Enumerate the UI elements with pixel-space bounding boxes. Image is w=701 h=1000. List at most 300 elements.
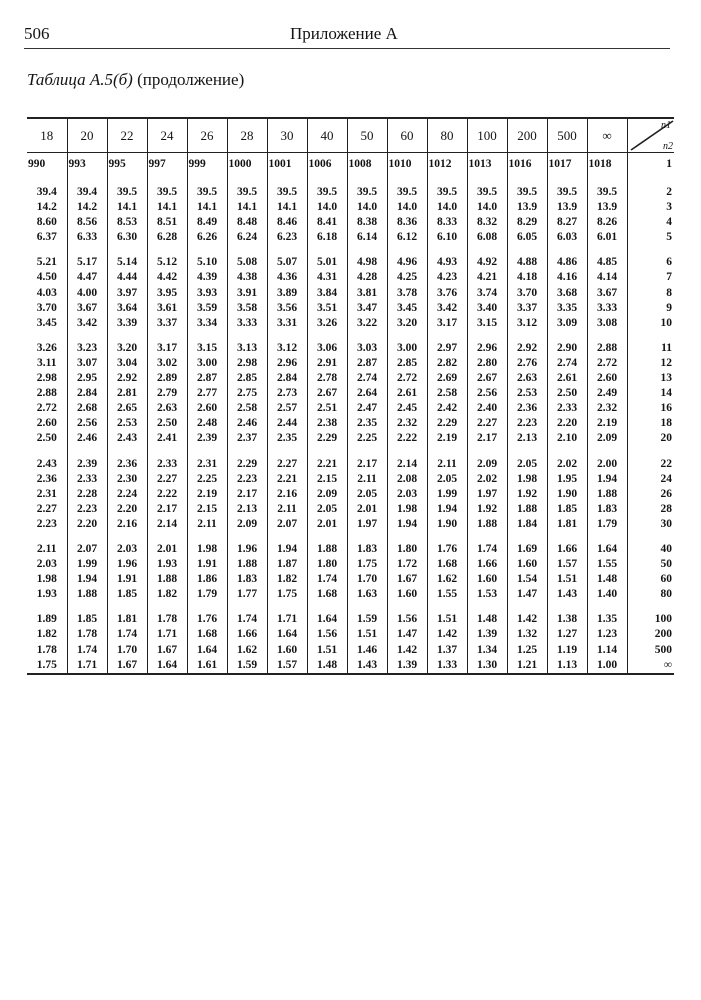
table-cell: 2.24	[107, 487, 147, 502]
table-cell: 1.87	[267, 557, 307, 572]
table-row	[27, 301, 674, 316]
column-header: 200	[507, 118, 547, 153]
spacer-cell	[507, 331, 547, 341]
table-cell: 8.46	[267, 215, 307, 230]
table-cell: 1.88	[507, 502, 547, 517]
table-cell: 6.30	[107, 230, 147, 245]
table-cell: 2.29	[427, 416, 467, 431]
table-row	[27, 587, 674, 602]
table-row	[27, 517, 674, 532]
table-cell: 2.10	[547, 431, 587, 446]
table-cell: 1.80	[307, 557, 347, 572]
table-cell: 4.42	[147, 270, 187, 285]
spacer-cell	[147, 602, 187, 612]
table-cell: 3.68	[547, 286, 587, 301]
table-cell: 2.21	[267, 472, 307, 487]
table-cell: 4.44	[107, 270, 147, 285]
table-cell: 6.10	[427, 230, 467, 245]
table-cell: 4.28	[347, 270, 387, 285]
spacer-cell	[227, 602, 267, 612]
table-cell: 1.48	[307, 658, 347, 674]
spacer-cell	[147, 447, 187, 457]
table-cell: 2.13	[227, 502, 267, 517]
table-cell: 8.29	[507, 215, 547, 230]
table-cell: 1.78	[67, 627, 107, 642]
spacer-cell	[307, 245, 347, 255]
row-label-n2: 7	[666, 271, 672, 284]
table-cell: 1.97	[347, 517, 387, 532]
table-cell: 6.28	[147, 230, 187, 245]
spacer-cell	[587, 447, 627, 457]
table-cell: 1.47	[507, 587, 547, 602]
row-label-n2: 60	[660, 573, 672, 586]
table-cell: 1.43	[547, 587, 587, 602]
table-row	[27, 502, 674, 517]
table-cell: 2.03	[107, 542, 147, 557]
spacer-cell	[387, 175, 427, 185]
table-cell: 2.23	[507, 416, 547, 431]
table-cell: 1.93	[147, 557, 187, 572]
table-cell: 1.30	[467, 658, 507, 674]
spacer-cell	[27, 532, 67, 542]
spacer-cell	[147, 175, 187, 185]
table-row	[27, 356, 674, 371]
spacer-cell	[147, 532, 187, 542]
table-cell: 3.26	[27, 341, 67, 356]
table-cell: 6.05	[507, 230, 547, 245]
table-cell: 2.09	[467, 457, 507, 472]
spacer-cell	[67, 532, 107, 542]
table-cell: 4.47	[67, 270, 107, 285]
table-cell: 997	[147, 153, 187, 176]
column-header: ∞	[587, 118, 627, 153]
table-cell: 4.25	[387, 270, 427, 285]
table-cell: 2.09	[587, 431, 627, 446]
table-row	[27, 270, 674, 285]
table-cell: 2.57	[267, 401, 307, 416]
row-label-n2: 20	[660, 432, 672, 445]
table-cell: 3.20	[387, 316, 427, 331]
spacer-cell	[547, 175, 587, 185]
table-row	[27, 185, 674, 200]
table-cell: 1.51	[307, 643, 347, 658]
table-cell: 3.00	[187, 356, 227, 371]
spacer-cell	[627, 331, 674, 341]
table-cell: 1000	[227, 153, 267, 176]
spacer-cell	[307, 602, 347, 612]
row-label-n2: 6	[666, 256, 672, 269]
table-cell: 1.66	[547, 542, 587, 557]
table-cell: 3.07	[67, 356, 107, 371]
column-header: 26	[187, 118, 227, 153]
table-cell: 1.55	[427, 587, 467, 602]
table-cell: 2.33	[67, 472, 107, 487]
spacer-cell	[27, 447, 67, 457]
table-cell: 1.62	[427, 572, 467, 587]
table-cell: 2.25	[187, 472, 227, 487]
column-header: 60	[387, 118, 427, 153]
table-cell: 2.61	[547, 371, 587, 386]
table-cell: 2.35	[267, 431, 307, 446]
spacer-cell	[267, 245, 307, 255]
row-label-n2: 10	[660, 316, 672, 329]
row-label-n2: 200	[654, 628, 672, 641]
column-header: 22	[107, 118, 147, 153]
spacer-cell	[627, 532, 674, 542]
table-cell: 1.67	[107, 658, 147, 674]
table-cell: 1001	[267, 153, 307, 176]
table-cell: 1.67	[147, 643, 187, 658]
table-cell: 3.26	[307, 316, 347, 331]
table-cell: 2.21	[307, 457, 347, 472]
table-caption-label: Таблица А.5(б)	[27, 70, 133, 89]
table-cell: 39.5	[347, 185, 387, 200]
column-header: 30	[267, 118, 307, 153]
spacer-cell	[387, 602, 427, 612]
table-cell: 2.50	[547, 386, 587, 401]
table-cell: 1.93	[27, 587, 67, 602]
table-cell: 2.31	[187, 457, 227, 472]
spacer-cell	[427, 175, 467, 185]
table-cell: 1.79	[587, 517, 627, 532]
table-cell: 8.36	[387, 215, 427, 230]
spacer-cell	[227, 245, 267, 255]
table-cell: 1.81	[107, 612, 147, 627]
spacer-cell	[507, 447, 547, 457]
group-spacer	[27, 175, 674, 185]
spacer-cell	[467, 602, 507, 612]
table-cell: 8.49	[187, 215, 227, 230]
table-cell: 8.38	[347, 215, 387, 230]
table-cell: 4.18	[507, 270, 547, 285]
spacer-cell	[67, 602, 107, 612]
table-cell: 3.20	[107, 341, 147, 356]
table-cell: 1.42	[387, 643, 427, 658]
table-cell: 3.13	[227, 341, 267, 356]
table-cell: 3.12	[267, 341, 307, 356]
spacer-cell	[267, 447, 307, 457]
table-cell: 1.85	[547, 502, 587, 517]
spacer-cell	[307, 447, 347, 457]
table-cell: 2.29	[307, 431, 347, 446]
row-label-n2: 16	[660, 402, 672, 415]
table-cell: 6.24	[227, 230, 267, 245]
table-cell: 1.82	[27, 627, 67, 642]
table-cell: 1.74	[307, 572, 347, 587]
table-row	[27, 316, 674, 331]
table-cell: 1.94	[427, 502, 467, 517]
row-label-n2: 1	[666, 158, 672, 170]
table-cell: 3.45	[27, 316, 67, 331]
column-header: 20	[67, 118, 107, 153]
table-cell: 1.74	[107, 627, 147, 642]
table-cell: 2.03	[387, 487, 427, 502]
table-cell: 2.85	[227, 371, 267, 386]
spacer-cell	[307, 532, 347, 542]
spacer-cell	[387, 532, 427, 542]
table-cell: 2.23	[67, 502, 107, 517]
table-cell: 2.17	[467, 431, 507, 446]
table-cell: 5.21	[27, 255, 67, 270]
table-cell: 4.85	[587, 255, 627, 270]
spacer-cell	[387, 331, 427, 341]
table-row	[27, 200, 674, 215]
row-label-n2: ∞	[627, 658, 674, 674]
table-cell: 4.14	[587, 270, 627, 285]
spacer-cell	[627, 175, 674, 185]
table-cell: 6.08	[467, 230, 507, 245]
table-cell: 2.17	[347, 457, 387, 472]
table-cell: 2.49	[587, 386, 627, 401]
table-cell: 8.51	[147, 215, 187, 230]
table-cell: 2.47	[347, 401, 387, 416]
spacer-cell	[627, 245, 674, 255]
table-row	[27, 542, 674, 557]
table-cell: 3.70	[27, 301, 67, 316]
table-cell: 4.21	[467, 270, 507, 285]
table-cell: 2.13	[507, 431, 547, 446]
table-cell: 3.42	[67, 316, 107, 331]
spacer-cell	[307, 175, 347, 185]
table-cell: 2.08	[387, 472, 427, 487]
row-label-n2: 4	[666, 216, 672, 229]
table-cell: 1.57	[547, 557, 587, 572]
table-cell: 2.45	[387, 401, 427, 416]
table-row	[27, 658, 674, 674]
table-cell: 1.57	[267, 658, 307, 674]
table-cell: 2.14	[147, 517, 187, 532]
table-cell: 1.21	[507, 658, 547, 674]
table-cell: 1.60	[507, 557, 547, 572]
running-title: Приложение А	[290, 24, 398, 43]
table-cell: 3.03	[347, 341, 387, 356]
table-cell: 1.32	[507, 627, 547, 642]
table-cell: 4.03	[27, 286, 67, 301]
spacer-cell	[67, 331, 107, 341]
table-cell: 1.47	[387, 627, 427, 642]
corner-n2-label: n2	[663, 141, 673, 152]
table-caption	[27, 70, 244, 90]
spacer-cell	[507, 532, 547, 542]
table-cell: 2.58	[427, 386, 467, 401]
table-cell: 1.98	[507, 472, 547, 487]
table-cell: 2.88	[587, 341, 627, 356]
group-spacer	[27, 245, 674, 255]
table-cell: 1.56	[307, 627, 347, 642]
table-cell: 4.23	[427, 270, 467, 285]
table-cell: 3.15	[187, 341, 227, 356]
table-cell: 1.84	[507, 517, 547, 532]
table-cell: 2.64	[347, 386, 387, 401]
table-cell: 2.98	[27, 371, 67, 386]
table-cell: 1.82	[147, 587, 187, 602]
table-cell: 1.94	[67, 572, 107, 587]
spacer-cell	[107, 175, 147, 185]
table-cell: 1.39	[387, 658, 427, 674]
table-cell: 2.39	[67, 457, 107, 472]
spacer-cell	[147, 245, 187, 255]
table-cell: 1.83	[587, 502, 627, 517]
table-cell: 1.90	[547, 487, 587, 502]
table-cell: 2.50	[147, 416, 187, 431]
table-cell: 2.85	[387, 356, 427, 371]
table-row	[27, 431, 674, 446]
spacer-cell	[187, 532, 227, 542]
spacer-cell	[467, 532, 507, 542]
table-cell: 3.70	[507, 286, 547, 301]
table-cell: 39.5	[107, 185, 147, 200]
table-cell: 2.14	[387, 457, 427, 472]
table-cell: 8.26	[587, 215, 627, 230]
spacer-cell	[427, 447, 467, 457]
table-cell: 1.42	[427, 627, 467, 642]
row-label-n2: 8	[666, 286, 672, 299]
table-cell: 14.1	[227, 200, 267, 215]
row-label-n2: 18	[660, 417, 672, 430]
table-cell: 1.60	[467, 572, 507, 587]
table-cell: 1.27	[547, 627, 587, 642]
table-cell: 4.98	[347, 255, 387, 270]
table-cell: 14.0	[307, 200, 347, 215]
spacer-cell	[27, 331, 67, 341]
table-cell: 2.09	[227, 517, 267, 532]
table-cell: 1.91	[107, 572, 147, 587]
table-cell: 1.51	[427, 612, 467, 627]
table-cell: 3.89	[267, 286, 307, 301]
spacer-cell	[267, 602, 307, 612]
table-cell: 2.61	[387, 386, 427, 401]
spacer-cell	[27, 245, 67, 255]
table-cell: 3.61	[147, 301, 187, 316]
table-cell: 39.5	[507, 185, 547, 200]
table-cell: 1.96	[107, 557, 147, 572]
spacer-cell	[547, 532, 587, 542]
table-cell: 2.11	[187, 517, 227, 532]
table-row	[27, 255, 674, 270]
table-cell: 1.53	[467, 587, 507, 602]
table-cell: 5.17	[67, 255, 107, 270]
table-cell: 3.78	[387, 286, 427, 301]
spacer-cell	[187, 602, 227, 612]
table-cell: 2.19	[187, 487, 227, 502]
spacer-cell	[27, 602, 67, 612]
table-row	[27, 341, 674, 356]
table-cell: 2.27	[27, 502, 67, 517]
table-cell: 3.23	[67, 341, 107, 356]
table-cell: 2.05	[307, 502, 347, 517]
table-cell: 1.40	[587, 587, 627, 602]
table-cell: 1.75	[267, 587, 307, 602]
table-cell: 1.13	[547, 658, 587, 674]
table-cell: 3.95	[147, 286, 187, 301]
table-cell: 1.99	[427, 487, 467, 502]
table-cell: 2.74	[347, 371, 387, 386]
table-cell: 1.60	[387, 587, 427, 602]
table-cell: 2.51	[307, 401, 347, 416]
table-cell: 2.74	[547, 356, 587, 371]
table-cell: 4.38	[227, 270, 267, 285]
table-cell: 3.31	[267, 316, 307, 331]
spacer-cell	[547, 331, 587, 341]
row-label-n2: 28	[660, 502, 672, 515]
table-cell: 1.74	[467, 542, 507, 557]
table-cell: 1.42	[507, 612, 547, 627]
table-cell: 2.44	[267, 416, 307, 431]
table-cell: 1.71	[67, 658, 107, 674]
table-cell: 13.9	[507, 200, 547, 215]
table-cell: 3.97	[107, 286, 147, 301]
table-cell: 4.36	[267, 270, 307, 285]
table-cell: 39.5	[387, 185, 427, 200]
table-cell: 1.51	[547, 572, 587, 587]
spacer-cell	[107, 447, 147, 457]
row-label-n2: 14	[660, 387, 672, 400]
table-cell: 1008	[347, 153, 387, 176]
row-label-n2: 80	[660, 588, 672, 601]
table-cell: 1.37	[427, 643, 467, 658]
table-cell: 1.55	[587, 557, 627, 572]
table-cell: 2.11	[427, 457, 467, 472]
table-row	[27, 286, 674, 301]
table-cell: 39.5	[427, 185, 467, 200]
spacer-cell	[507, 175, 547, 185]
table-cell: 2.60	[587, 371, 627, 386]
table-cell: 5.12	[147, 255, 187, 270]
table-cell: 14.0	[427, 200, 467, 215]
table-cell: 1.51	[347, 627, 387, 642]
table-cell: 1012	[427, 153, 467, 176]
table-cell: 2.60	[187, 401, 227, 416]
table-cell: 1.78	[27, 643, 67, 658]
table-cell: 39.5	[227, 185, 267, 200]
table-cell: 2.65	[107, 401, 147, 416]
table-cell: 2.15	[307, 472, 347, 487]
table-cell: 2.35	[347, 416, 387, 431]
spacer-cell	[267, 331, 307, 341]
table-cell: 2.97	[427, 341, 467, 356]
table-row	[27, 612, 674, 627]
table-cell: 3.67	[587, 286, 627, 301]
table-cell: 2.19	[587, 416, 627, 431]
table-cell: 2.46	[67, 431, 107, 446]
table-cell: 6.03	[547, 230, 587, 245]
table-cell: 14.1	[147, 200, 187, 215]
spacer-cell	[227, 532, 267, 542]
table-cell: 1.69	[507, 542, 547, 557]
spacer-cell	[427, 331, 467, 341]
table-cell: 2.96	[267, 356, 307, 371]
table-cell: 2.05	[347, 487, 387, 502]
spacer-cell	[107, 331, 147, 341]
table-cell: 1.54	[507, 572, 547, 587]
spacer-cell	[187, 175, 227, 185]
spacer-cell	[467, 245, 507, 255]
row-label-n2: 24	[660, 472, 672, 485]
table-cell: 2.36	[507, 401, 547, 416]
row-label-n2: 30	[660, 517, 672, 530]
spacer-cell	[187, 447, 227, 457]
table-cell: 2.68	[67, 401, 107, 416]
table-cell: 8.53	[107, 215, 147, 230]
table-cell: 6.14	[347, 230, 387, 245]
table-cell: 1.66	[467, 557, 507, 572]
column-header: 18	[27, 118, 67, 153]
table-cell: 1.74	[67, 643, 107, 658]
table-cell: 3.91	[227, 286, 267, 301]
spacer-cell	[67, 245, 107, 255]
table-cell: 995	[107, 153, 147, 176]
table-cell: 1.59	[227, 658, 267, 674]
